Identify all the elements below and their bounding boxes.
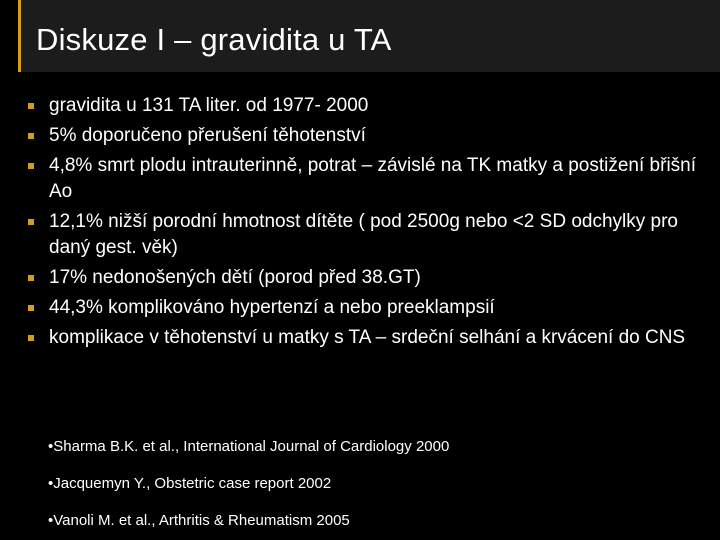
square-bullet-icon (28, 275, 34, 281)
square-bullet-icon (28, 163, 34, 169)
list-item (28, 209, 708, 261)
square-bullet-icon (28, 103, 34, 109)
bullet-text: 4,8% smrt plodu intrauterinně, potrat – závislé na TK matky a postižení břišní Ao (49, 155, 697, 202)
bullet-text: gravidita u 131 TA liter. od 1977- 2000 (49, 95, 369, 116)
list-item (28, 153, 708, 205)
reference-item: •Sharma B.K. et al., International Journal of Cardiology 2000 (48, 438, 450, 455)
reference-item: •Jacquemyn Y., Obstetric case report 2002 (48, 475, 332, 492)
reference-item: •Vanoli M. et al., Arthritis & Rheumatism 2005 (48, 512, 350, 529)
list-item (28, 93, 708, 119)
title-bar (18, 0, 720, 72)
bullet-text: 12,1% nižší porodní hmotnost dítěte ( pod 2500g nebo <2 SD odchylky pro daný gest. věk) (49, 211, 678, 258)
list-item (28, 325, 708, 351)
slide-title: Diskuze I – gravidita u TA (36, 22, 392, 57)
list-item (28, 265, 708, 291)
bullet-text: 44,3% komplikováno hypertenzí a nebo preeklampsií (49, 297, 495, 318)
list-item (28, 123, 708, 149)
reference-list (48, 437, 449, 540)
square-bullet-icon (28, 305, 34, 311)
square-bullet-icon (28, 219, 34, 225)
bullet-list (28, 93, 708, 355)
square-bullet-icon (28, 133, 34, 139)
list-item (28, 295, 708, 321)
square-bullet-icon (28, 335, 34, 341)
bullet-text: 5% doporučeno přerušení těhotenství (49, 125, 366, 146)
bullet-text: 17% nedonošených dětí (porod před 38.GT) (49, 267, 421, 288)
bullet-text: komplikace v těhotenství u matky s TA – srdeční selhání a krvácení do CNS (49, 327, 686, 348)
